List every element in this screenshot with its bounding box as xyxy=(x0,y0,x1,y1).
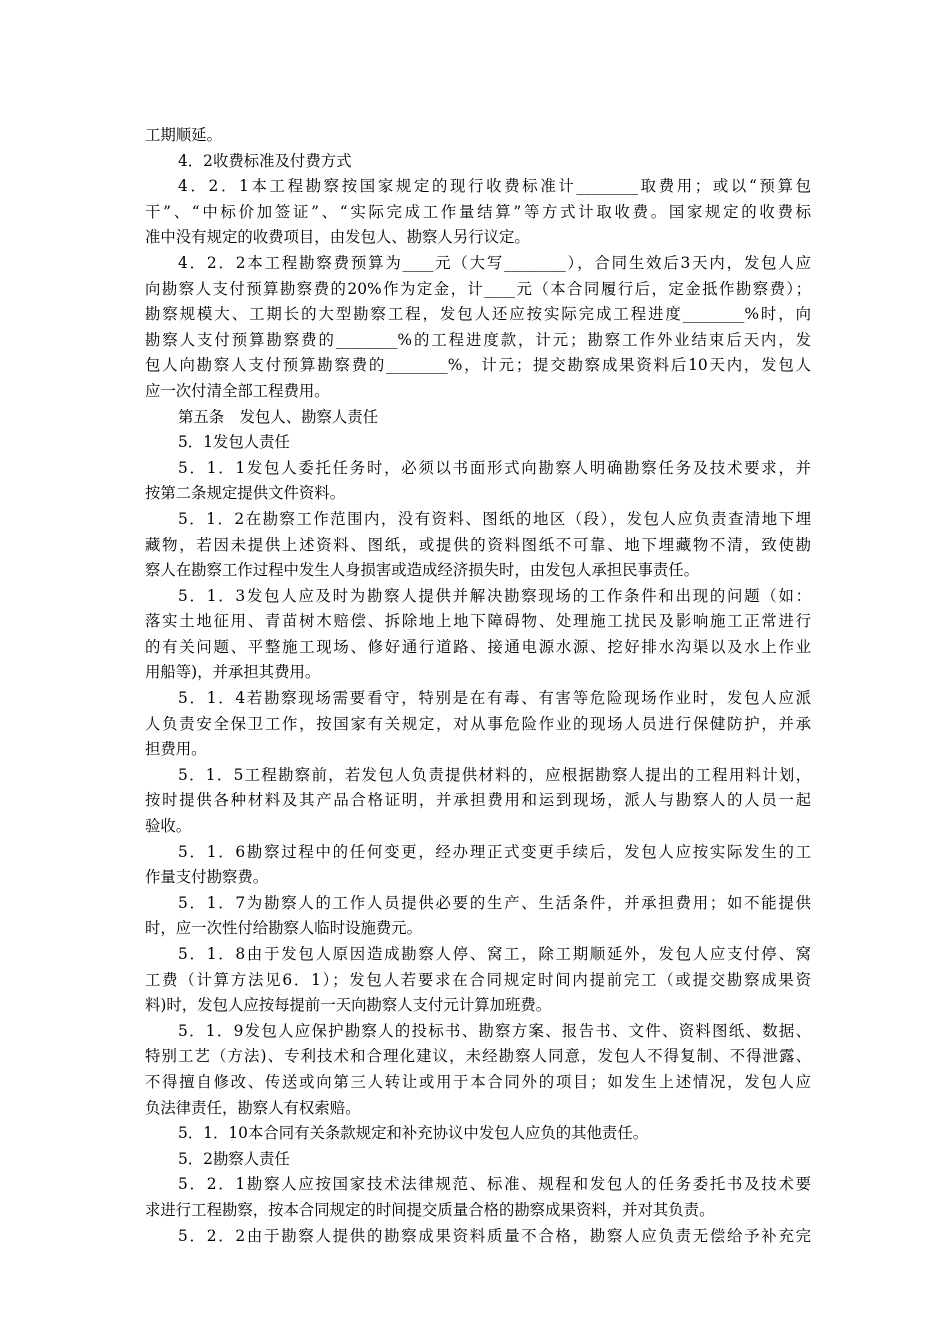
article-heading-5: 第五条 发包人、勘察人责任 xyxy=(178,407,379,426)
text-line: 人负责安全保卫工作，按国家有关规定，对从事危险作业的现场人员进行保健防护，并承 xyxy=(145,714,811,733)
text-line: 5．1．7为勘察人的工作人员提供必要的生产、生活条件，并承担费用；如不能提供 xyxy=(178,893,811,912)
text-line: 勘察规模大、工期长的大型勘察工程，发包人还应按实际完成工程进度________%时，向 xyxy=(145,305,811,324)
text-line: 5．1．6勘察过程中的任何变更，经办理正式变更手续后，发包人应按实际发生的工 xyxy=(178,842,811,861)
text-line: 的有关问题、平整施工现场、修好通行道路、接通电源水源、挖好排水沟渠以及水上作业 xyxy=(145,637,811,656)
text-line: 求进行工程勘察，按本合同规定的时间提交质量合格的勘察成果资料，并对其负责。 xyxy=(145,1200,715,1219)
document-page xyxy=(145,123,811,1249)
text-line: 向勘察人支付预算勘察费的20%作为定金，计____元（本合同履行后，定金抵作勘察费）； xyxy=(145,279,811,298)
text-line: 按时提供各种材料及其产品合格证明，并承担费用和运到现场，派人与勘察人的人员一起 xyxy=(145,791,811,810)
text-line: 5．1．5工程勘察前，若发包人负责提供材料的，应根据勘察人提出的工程用料计划， xyxy=(178,765,811,784)
text-line: 察人在勘察工作过程中发生人身损害或造成经济损失时，由发包人承担民事责任。 xyxy=(145,561,700,580)
text-line: 不得擅自修改、传送或向第三人转让或用于本合同外的项目；如发生上述情况，发包人应 xyxy=(145,1072,811,1091)
text-line: 5．1．2在勘察工作范围内，没有资料、图纸的地区（段），发包人应负责查清地下埋 xyxy=(178,509,811,528)
section-heading-4-2: 4．2收费标准及付费方式 xyxy=(178,151,352,170)
text-line: 5．1．3发包人应及时为勘察人提供并解决勘察现场的工作条件和出现的问题（如： xyxy=(178,586,811,605)
text-line: 作量支付勘察费。 xyxy=(145,868,269,887)
section-heading-5-2: 5．2勘察人责任 xyxy=(178,1149,290,1168)
text-line: 工费（计算方法见6．1）；发包人若要求在合同规定时间内提前完工（或提交勘察成果资 xyxy=(145,970,811,989)
text-line: 5．2．2由于勘察人提供的勘察成果资料质量不合格，勘察人应负责无偿给予补充完 xyxy=(178,1226,811,1245)
text-line: 时，应一次性付给勘察人临时设施费元。 xyxy=(145,919,423,938)
text-line: 5．1．9发包人应保护勘察人的投标书、勘察方案、报告书、文件、资料图纸、数据、 xyxy=(178,1021,811,1040)
text-line: 应一次付清全部工程费用。 xyxy=(145,381,330,400)
text-line: 藏物，若因未提供上述资料、图纸，或提供的资料图纸不可靠、地下埋藏物不清，致使勘 xyxy=(145,535,811,554)
text-line: 勘察人支付预算勘察费的________%的工程进度款，计元；勘察工作外业结束后天内，发 xyxy=(145,330,811,349)
text-line: 落实土地征用、青苗树木赔偿、拆除地上地下障碍物、处理施工扰民及影响施工正常进行 xyxy=(145,612,811,631)
text-line: 用船等)，并承担其费用。 xyxy=(145,663,321,682)
text-line: 5．1．8由于发包人原因造成勘察人停、窝工，除工期顺延外，发包人应支付停、窝 xyxy=(178,945,811,963)
text-line: 干”、“中标价加签证”、“实际完成工作量结算”等方式计取收费。国家规定的收费标 xyxy=(145,202,811,221)
text-line: 5．1．10本合同有关条款规定和补充协议中发包人应负的其他责任。 xyxy=(178,1124,649,1143)
text-line: 包人向勘察人支付预算勘察费的________%，计元；提交勘察成果资料后10天内，发包人 xyxy=(145,356,811,375)
text-line: 按第二条规定提供文件资料。 xyxy=(145,484,346,503)
text-line: 准中没有规定的收费项目，由发包人、勘察人另行议定。 xyxy=(145,228,530,247)
text-line: 担费用。 xyxy=(145,740,207,759)
text-line: 4．2．2本工程勘察费预算为____元（大写________），合同生效后3天内，发包人应 xyxy=(178,253,811,272)
text-line: 验收。 xyxy=(145,817,192,836)
text-line: 5．2．1勘察人应按国家技术法律规范、标准、规程和发包人的任务委托书及技术要 xyxy=(178,1175,811,1194)
text-line: 特别工艺（方法)、专利技术和合理化建议，未经勘察人同意，发包人不得复制、不得泄露、 xyxy=(145,1047,811,1066)
text-line: 5．1．4若勘察现场需要看守，特别是在有毒、有害等危险现场作业时，发包人应派 xyxy=(178,689,811,708)
section-heading-5-1: 5．1发包人责任 xyxy=(178,433,290,452)
text-line: 5．1．1发包人委托任务时，必须以书面形式向勘察人明确勘察任务及技术要求，并 xyxy=(178,458,811,477)
text-line: 料)时，发包人应按每提前一天向勘察人支付元计算加班费。 xyxy=(145,996,552,1015)
text-line: 工期顺延。 xyxy=(145,126,222,144)
text-line: 负法律责任，勘察人有权索赔。 xyxy=(145,1098,361,1117)
text-line: 4．2．1本工程勘察按国家规定的现行收费标准计________取费用；或以“预算包 xyxy=(178,177,811,196)
